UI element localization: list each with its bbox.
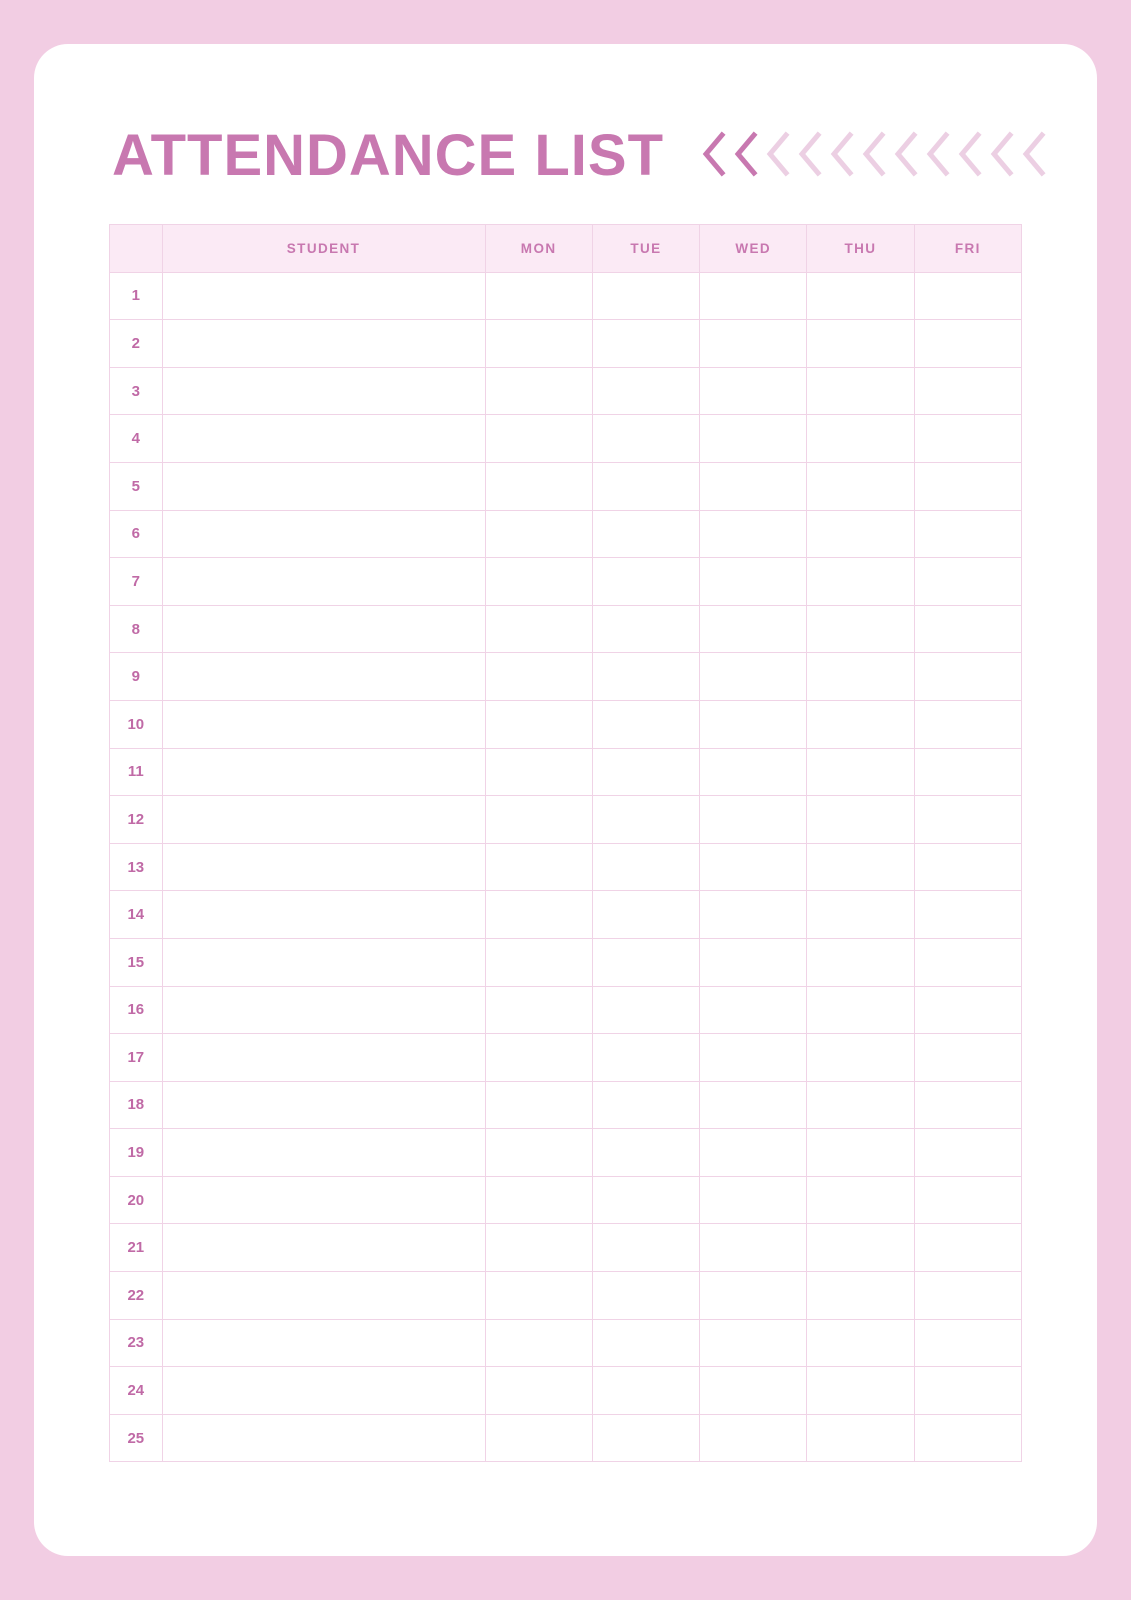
attendance-sheet-page xyxy=(34,44,1097,1556)
table-row xyxy=(110,1367,1022,1415)
cell-student[interactable] xyxy=(162,1081,485,1129)
table-row xyxy=(110,796,1022,844)
cell-student[interactable] xyxy=(162,700,485,748)
cell-thu[interactable] xyxy=(807,1367,914,1415)
cell-mon[interactable] xyxy=(485,891,592,939)
chevron-left-icon xyxy=(986,131,1016,177)
cell-tue[interactable] xyxy=(592,1224,699,1272)
chevron-left-icon xyxy=(954,131,984,177)
row-number: 19 xyxy=(110,1129,163,1177)
cell-tue[interactable] xyxy=(592,748,699,796)
row-number: 3 xyxy=(110,367,163,415)
cell-fri[interactable] xyxy=(914,367,1021,415)
cell-student[interactable] xyxy=(162,415,485,463)
cell-mon[interactable] xyxy=(485,320,592,368)
cell-mon[interactable] xyxy=(485,700,592,748)
table-row xyxy=(110,653,1022,701)
cell-thu[interactable] xyxy=(807,1272,914,1320)
cell-wed[interactable] xyxy=(700,843,807,891)
cell-tue[interactable] xyxy=(592,605,699,653)
cell-fri[interactable] xyxy=(914,796,1021,844)
row-number: 7 xyxy=(110,558,163,606)
row-number: 9 xyxy=(110,653,163,701)
row-number: 5 xyxy=(110,462,163,510)
cell-fri[interactable] xyxy=(914,462,1021,510)
cell-mon[interactable] xyxy=(485,938,592,986)
row-number: 14 xyxy=(110,891,163,939)
cell-wed[interactable] xyxy=(700,510,807,558)
cell-mon[interactable] xyxy=(485,558,592,606)
cell-student[interactable] xyxy=(162,272,485,320)
cell-mon[interactable] xyxy=(485,986,592,1034)
chevron-left-icon xyxy=(858,131,888,177)
chevron-left-icon xyxy=(922,131,952,177)
cell-fri[interactable] xyxy=(914,1034,1021,1082)
cell-mon[interactable] xyxy=(485,1034,592,1082)
cell-student[interactable] xyxy=(162,462,485,510)
cell-fri[interactable] xyxy=(914,1176,1021,1224)
row-number: 16 xyxy=(110,986,163,1034)
cell-wed[interactable] xyxy=(700,1081,807,1129)
cell-fri[interactable] xyxy=(914,1414,1021,1462)
cell-tue[interactable] xyxy=(592,272,699,320)
cell-fri[interactable] xyxy=(914,748,1021,796)
cell-mon[interactable] xyxy=(485,1129,592,1177)
cell-student[interactable] xyxy=(162,1034,485,1082)
cell-fri[interactable] xyxy=(914,1129,1021,1177)
cell-fri[interactable] xyxy=(914,320,1021,368)
cell-mon[interactable] xyxy=(485,843,592,891)
cell-thu[interactable] xyxy=(807,510,914,558)
cell-mon[interactable] xyxy=(485,796,592,844)
cell-fri[interactable] xyxy=(914,1272,1021,1320)
row-number: 4 xyxy=(110,415,163,463)
cell-wed[interactable] xyxy=(700,986,807,1034)
cell-tue[interactable] xyxy=(592,938,699,986)
table-row xyxy=(110,1081,1022,1129)
table-row xyxy=(110,510,1022,558)
cell-wed[interactable] xyxy=(700,1414,807,1462)
table-row xyxy=(110,700,1022,748)
cell-fri[interactable] xyxy=(914,415,1021,463)
row-number: 23 xyxy=(110,1319,163,1367)
cell-wed[interactable] xyxy=(700,938,807,986)
cell-mon[interactable] xyxy=(485,748,592,796)
row-number: 15 xyxy=(110,938,163,986)
cell-student[interactable] xyxy=(162,938,485,986)
chevron-left-icon xyxy=(730,131,760,177)
cell-thu[interactable] xyxy=(807,1224,914,1272)
cell-wed[interactable] xyxy=(700,796,807,844)
cell-fri[interactable] xyxy=(914,1319,1021,1367)
table-body xyxy=(110,272,1022,1462)
cell-student[interactable] xyxy=(162,1367,485,1415)
row-number: 18 xyxy=(110,1081,163,1129)
cell-tue[interactable] xyxy=(592,1034,699,1082)
cell-student[interactable] xyxy=(162,1319,485,1367)
cell-student[interactable] xyxy=(162,748,485,796)
row-number: 22 xyxy=(110,1272,163,1320)
chevron-left-icon xyxy=(890,131,920,177)
chevron-left-icon xyxy=(698,131,728,177)
row-number: 11 xyxy=(110,748,163,796)
cell-thu[interactable] xyxy=(807,1081,914,1129)
cell-thu[interactable] xyxy=(807,558,914,606)
cell-thu[interactable] xyxy=(807,748,914,796)
cell-tue[interactable] xyxy=(592,462,699,510)
table-row xyxy=(110,1176,1022,1224)
column-header-fri: FRI xyxy=(914,225,1021,273)
cell-student[interactable] xyxy=(162,891,485,939)
column-header-thu: THU xyxy=(807,225,914,273)
cell-student[interactable] xyxy=(162,1176,485,1224)
cell-thu[interactable] xyxy=(807,653,914,701)
row-number: 25 xyxy=(110,1414,163,1462)
row-number: 24 xyxy=(110,1367,163,1415)
row-number: 2 xyxy=(110,320,163,368)
row-number: 17 xyxy=(110,1034,163,1082)
cell-wed[interactable] xyxy=(700,415,807,463)
cell-tue[interactable] xyxy=(592,1129,699,1177)
cell-wed[interactable] xyxy=(700,558,807,606)
table-row xyxy=(110,843,1022,891)
cell-wed[interactable] xyxy=(700,367,807,415)
cell-wed[interactable] xyxy=(700,1367,807,1415)
cell-student[interactable] xyxy=(162,320,485,368)
cell-thu[interactable] xyxy=(807,843,914,891)
cell-thu[interactable] xyxy=(807,272,914,320)
row-number: 21 xyxy=(110,1224,163,1272)
column-header-mon: MON xyxy=(485,225,592,273)
table-row xyxy=(110,605,1022,653)
cell-thu[interactable] xyxy=(807,462,914,510)
cell-mon[interactable] xyxy=(485,462,592,510)
cell-wed[interactable] xyxy=(700,700,807,748)
table-row xyxy=(110,938,1022,986)
cell-fri[interactable] xyxy=(914,1367,1021,1415)
cell-thu[interactable] xyxy=(807,986,914,1034)
cell-student[interactable] xyxy=(162,843,485,891)
table-row xyxy=(110,986,1022,1034)
cell-tue[interactable] xyxy=(592,1081,699,1129)
row-number: 1 xyxy=(110,272,163,320)
table-row xyxy=(110,1272,1022,1320)
cell-student[interactable] xyxy=(162,558,485,606)
cell-thu[interactable] xyxy=(807,891,914,939)
cell-tue[interactable] xyxy=(592,1414,699,1462)
table-row xyxy=(110,462,1022,510)
cell-tue[interactable] xyxy=(592,367,699,415)
cell-student[interactable] xyxy=(162,510,485,558)
cell-mon[interactable] xyxy=(485,1367,592,1415)
cell-wed[interactable] xyxy=(700,891,807,939)
cell-student[interactable] xyxy=(162,367,485,415)
cell-thu[interactable] xyxy=(807,1034,914,1082)
cell-wed[interactable] xyxy=(700,1034,807,1082)
cell-wed[interactable] xyxy=(700,320,807,368)
cell-mon[interactable] xyxy=(485,272,592,320)
cell-student[interactable] xyxy=(162,1272,485,1320)
cell-mon[interactable] xyxy=(485,1224,592,1272)
table-row xyxy=(110,1034,1022,1082)
chevron-left-icon xyxy=(826,131,856,177)
cell-wed[interactable] xyxy=(700,748,807,796)
table-row xyxy=(110,558,1022,606)
cell-fri[interactable] xyxy=(914,1224,1021,1272)
cell-mon[interactable] xyxy=(485,1081,592,1129)
cell-thu[interactable] xyxy=(807,1129,914,1177)
cell-fri[interactable] xyxy=(914,938,1021,986)
cell-tue[interactable] xyxy=(592,653,699,701)
cell-tue[interactable] xyxy=(592,1272,699,1320)
cell-student[interactable] xyxy=(162,1224,485,1272)
cell-wed[interactable] xyxy=(700,1129,807,1177)
column-header-tue: TUE xyxy=(592,225,699,273)
cell-tue[interactable] xyxy=(592,415,699,463)
sheet-header xyxy=(112,106,1022,206)
cell-tue[interactable] xyxy=(592,1176,699,1224)
cell-student[interactable] xyxy=(162,986,485,1034)
row-number: 6 xyxy=(110,510,163,558)
table-row xyxy=(110,1414,1022,1462)
cell-wed[interactable] xyxy=(700,272,807,320)
cell-thu[interactable] xyxy=(807,367,914,415)
cell-fri[interactable] xyxy=(914,1081,1021,1129)
cell-tue[interactable] xyxy=(592,986,699,1034)
chevron-left-icon xyxy=(762,131,792,177)
cell-tue[interactable] xyxy=(592,891,699,939)
cell-tue[interactable] xyxy=(592,1367,699,1415)
cell-fri[interactable] xyxy=(914,891,1021,939)
cell-fri[interactable] xyxy=(914,986,1021,1034)
cell-fri[interactable] xyxy=(914,605,1021,653)
cell-wed[interactable] xyxy=(700,1224,807,1272)
cell-wed[interactable] xyxy=(700,1272,807,1320)
cell-mon[interactable] xyxy=(485,1272,592,1320)
cell-mon[interactable] xyxy=(485,1414,592,1462)
cell-student[interactable] xyxy=(162,653,485,701)
cell-thu[interactable] xyxy=(807,1176,914,1224)
cell-fri[interactable] xyxy=(914,843,1021,891)
table-row xyxy=(110,1319,1022,1367)
cell-tue[interactable] xyxy=(592,796,699,844)
cell-mon[interactable] xyxy=(485,1176,592,1224)
table-row xyxy=(110,1129,1022,1177)
table-header-row xyxy=(110,225,1022,273)
column-header-wed: WED xyxy=(700,225,807,273)
chevron-left-row-icon xyxy=(698,131,1048,181)
cell-mon[interactable] xyxy=(485,653,592,701)
cell-tue[interactable] xyxy=(592,843,699,891)
cell-tue[interactable] xyxy=(592,320,699,368)
cell-fri[interactable] xyxy=(914,700,1021,748)
table-row xyxy=(110,415,1022,463)
row-number: 20 xyxy=(110,1176,163,1224)
cell-wed[interactable] xyxy=(700,1176,807,1224)
table-row xyxy=(110,367,1022,415)
column-header-number xyxy=(110,225,163,273)
table-row xyxy=(110,320,1022,368)
cell-tue[interactable] xyxy=(592,1319,699,1367)
cell-mon[interactable] xyxy=(485,367,592,415)
cell-wed[interactable] xyxy=(700,462,807,510)
table-row xyxy=(110,272,1022,320)
column-header-student: STUDENT xyxy=(162,225,485,273)
cell-student[interactable] xyxy=(162,1129,485,1177)
chevron-left-icon xyxy=(1018,131,1048,177)
page-title: ATTENDANCE LIST xyxy=(112,123,665,188)
cell-thu[interactable] xyxy=(807,605,914,653)
cell-mon[interactable] xyxy=(485,605,592,653)
cell-fri[interactable] xyxy=(914,558,1021,606)
table-row xyxy=(110,1224,1022,1272)
cell-mon[interactable] xyxy=(485,415,592,463)
cell-student[interactable] xyxy=(162,605,485,653)
cell-student[interactable] xyxy=(162,796,485,844)
chevron-left-icon xyxy=(794,131,824,177)
cell-mon[interactable] xyxy=(485,510,592,558)
row-number: 8 xyxy=(110,605,163,653)
cell-fri[interactable] xyxy=(914,653,1021,701)
cell-student[interactable] xyxy=(162,1414,485,1462)
cell-thu[interactable] xyxy=(807,796,914,844)
cell-thu[interactable] xyxy=(807,938,914,986)
table-row xyxy=(110,891,1022,939)
cell-tue[interactable] xyxy=(592,558,699,606)
row-number: 13 xyxy=(110,843,163,891)
table-row xyxy=(110,748,1022,796)
row-number: 12 xyxy=(110,796,163,844)
cell-thu[interactable] xyxy=(807,1414,914,1462)
cell-wed[interactable] xyxy=(700,605,807,653)
cell-thu[interactable] xyxy=(807,1319,914,1367)
cell-wed[interactable] xyxy=(700,1319,807,1367)
attendance-table xyxy=(109,224,1022,1462)
row-number: 10 xyxy=(110,700,163,748)
cell-tue[interactable] xyxy=(592,510,699,558)
cell-thu[interactable] xyxy=(807,700,914,748)
cell-fri[interactable] xyxy=(914,272,1021,320)
cell-mon[interactable] xyxy=(485,1319,592,1367)
cell-fri[interactable] xyxy=(914,510,1021,558)
cell-wed[interactable] xyxy=(700,653,807,701)
cell-thu[interactable] xyxy=(807,320,914,368)
cell-thu[interactable] xyxy=(807,415,914,463)
cell-tue[interactable] xyxy=(592,700,699,748)
